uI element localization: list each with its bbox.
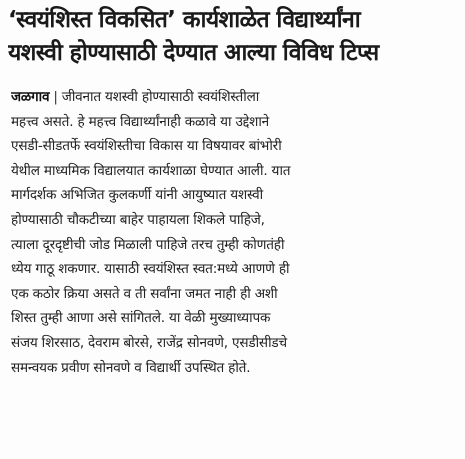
article-line: होण्यासाठी चौकटीच्या बाहेर पाहायला शिकले पाहिजे, — [11, 211, 265, 228]
article-line — [11, 85, 451, 110]
headline-line-2: यशस्वी होण्यासाठी देण्यात आल्या विविध टिप्स — [8, 40, 379, 66]
article-line: एसडी-सीडतर्फे स्वयंशिस्तीचा विकास या विषयावर बांभोरी — [11, 138, 282, 155]
article-line: महत्त्व असते. हे महत्त्व विद्यार्थ्यांनाही कळावे या उद्देशाने — [11, 113, 270, 130]
dateline-separator: | — [53, 89, 58, 105]
dateline: जळगाव — [11, 89, 50, 105]
article-line: मार्गदर्शक अभिजित कुलकर्णी यांनी आयुष्यात यशस्वी — [11, 187, 263, 204]
article-line: संजय शिरसाठ, देवराम बोरसे, राजेंद्र सोनवणे, एसडीसीडचे — [11, 334, 287, 351]
article-body — [11, 85, 451, 380]
article-line: त्याला दूरदृष्टीची जोड मिळाली पाहिजे तरच तुम्ही कोणतंही — [11, 236, 285, 253]
article-line: ध्येय गाठू शकणार. यासाठी स्वयंशिस्त स्वत:मध्ये आणणे ही — [11, 261, 290, 278]
article-line: शिस्त तुम्ही आणा असे सांगितले. या वेळी मुख्याध्यापक — [11, 310, 271, 327]
article-line: एक कठोर क्रिया असते व ती सर्वांना जमत नाही ही अशी — [11, 285, 278, 302]
article-line: समन्वयक प्रवीण सोनवणे व विद्यार्थी उपस्थित होते. — [11, 359, 251, 376]
headline — [8, 4, 458, 70]
article-line: येथील माध्यमिक विद्यालयात कार्यशाळा घेण्यात आली. यात — [11, 162, 291, 179]
article-line-text: जीवनात यशस्वी होण्यासाठी स्वयंशिस्तीला — [61, 89, 260, 105]
headline-line-1: ‘स्वयंशिस्त विकसित’ कार्यशाळेत विद्यार्थ्यांना — [8, 7, 361, 33]
